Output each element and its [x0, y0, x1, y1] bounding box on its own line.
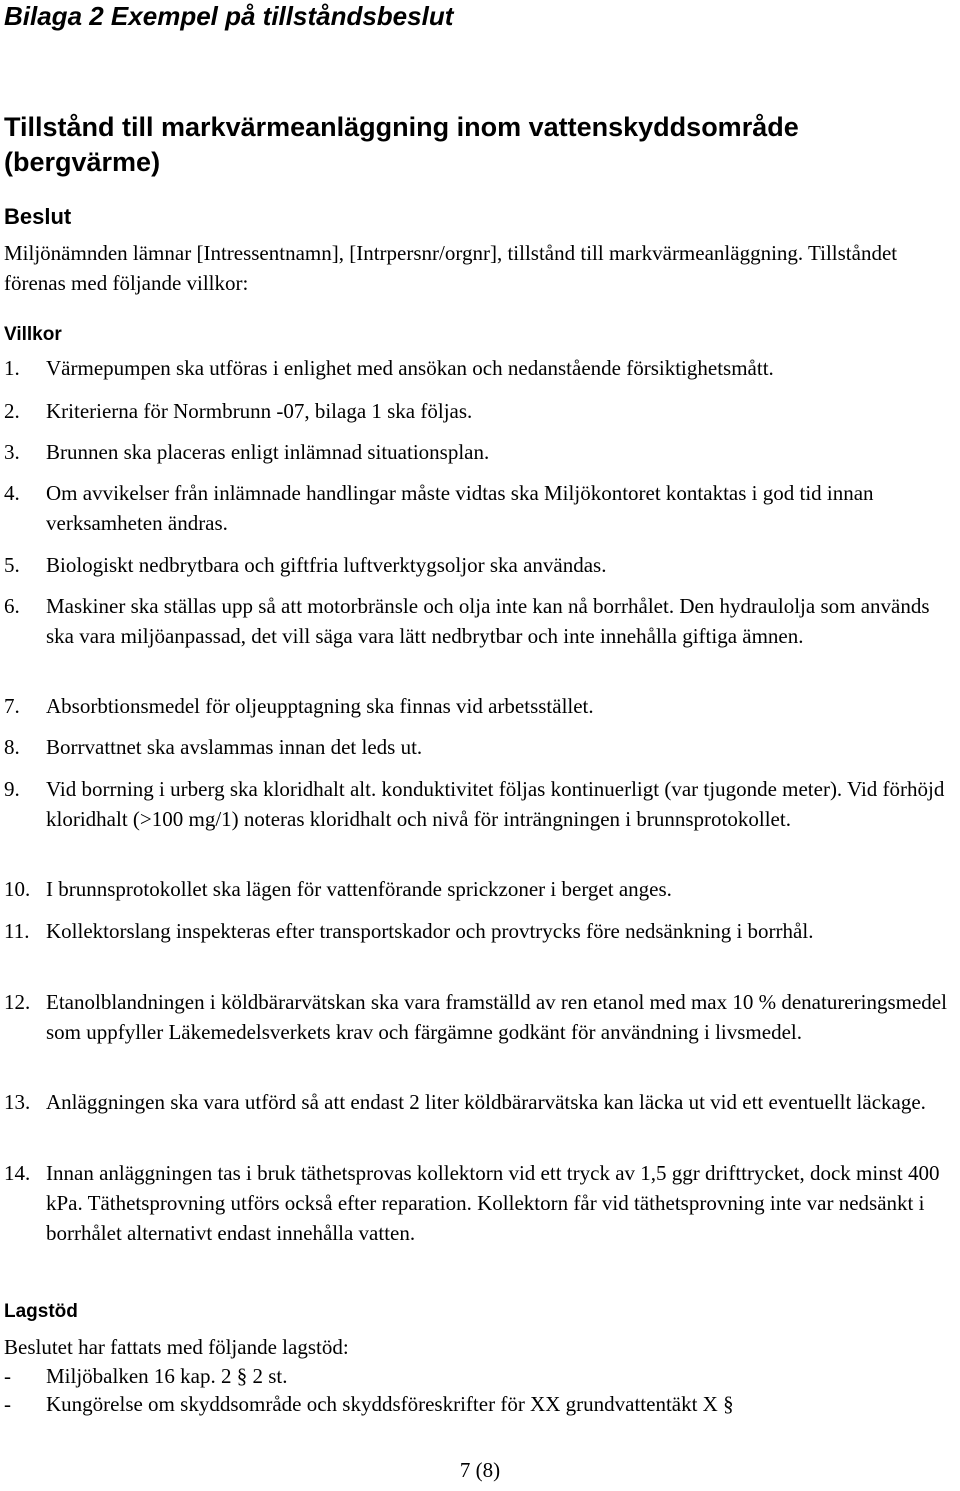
condition-number: 10. [4, 877, 31, 901]
beslut-heading: Beslut [4, 204, 72, 229]
condition-text: Innan anläggningen tas i bruk täthetsprovas kollektorn vid ett tryck av 1,5 ggr drifttrycket, dock minst 400 kPa. Täthetsprovning utförs också efter reparation. Kollektorn får vid täthetsprovning inte var nedsänkt i borrhålet alternativt endast innehålla vatten. [46, 1161, 940, 1245]
condition-number: 7. [4, 694, 20, 718]
condition-text: Kriterierna för Normbrunn -07, bilaga 1 ska följas. [46, 399, 473, 423]
condition-text: Maskiner ska ställas upp så att motorbränsle och olja inte kan nå borrhålet. Den hydraulolja som används ska vara miljöanpassad, det vill säga vara lätt nedbrytbar och inte innehålla giftiga ämnen. [46, 594, 930, 648]
condition-number: 6. [4, 594, 20, 618]
condition-text: Anläggningen ska vara utförd så att endast 2 liter köldbärarvätska kan läcka ut vid ett eventuellt läckage. [46, 1090, 926, 1114]
condition-number: 2. [4, 399, 20, 423]
condition-number: 14. [4, 1161, 31, 1185]
condition-text: Etanolblandningen i köldbärarvätskan ska vara framställd av ren etanol med max 10 % denatureringsmedel som uppfyller Läkemedelsverkets krav och färgämne godkänt för användning i livsmedel. [46, 990, 947, 1044]
condition-number: 12. [4, 990, 31, 1014]
lagstod-heading: Lagstöd [4, 1301, 78, 1322]
condition-text: Biologiskt nedbrytbara och giftfria luftverktygsoljor ska användas. [46, 553, 607, 577]
condition-number: 1. [4, 356, 20, 380]
villkor-heading: Villkor [4, 324, 62, 345]
list-dash: - [4, 1392, 11, 1416]
list-dash: - [4, 1364, 11, 1388]
lagstod-item-text: Kungörelse om skyddsområde och skyddsföreskrifter för XX grundvattentäkt X § [46, 1392, 734, 1416]
lagstod-item-text: Miljöbalken 16 kap. 2 § 2 st. [46, 1364, 288, 1388]
condition-text: I brunnsprotokollet ska lägen för vattenförande sprickzoner i berget anges. [46, 877, 672, 901]
condition-text: Brunnen ska placeras enligt inlämnad situationsplan. [46, 440, 490, 464]
condition-text: Om avvikelser från inlämnade handlingar måste vidtas ska Miljökontoret kontaktas i god tid innan verksamheten ändras. [46, 481, 874, 535]
condition-text: Absorbtionsmedel för oljeupptagning ska finnas vid arbetsstället. [46, 694, 594, 718]
appendix-header: Bilaga 2 Exempel på tillståndsbeslut [4, 1, 454, 31]
condition-number: 8. [4, 735, 20, 759]
page-number: 7 (8) [459, 1458, 501, 1482]
lagstod-intro: Beslutet har fattats med följande lagstöd: [4, 1335, 349, 1359]
condition-number: 4. [4, 481, 20, 505]
beslut-text: Miljönämnden lämnar [Intressentnamn], [Intrpersnr/orgnr], tillstånd till markvärmeanläggning. Tillståndet förenas med följande villkor: [4, 241, 898, 295]
condition-number: 9. [4, 777, 20, 801]
condition-number: 3. [4, 440, 20, 464]
condition-text: Borrvattnet ska avslammas innan det leds ut. [46, 735, 423, 759]
condition-number: 11. [4, 919, 30, 943]
condition-text: Kollektorslang inspekteras efter transportskador och provtrycks före nedsänkning i borrhål. [46, 919, 814, 943]
condition-number: 13. [4, 1090, 31, 1114]
condition-text: Värmepumpen ska utföras i enlighet med ansökan och nedanstående försiktighetsmått. [46, 356, 774, 380]
condition-number: 5. [4, 553, 20, 577]
document-title: Tillstånd till markvärmeanläggning inom vattenskyddsområde (bergvärme) [4, 112, 799, 177]
condition-text: Vid borrning i urberg ska kloridhalt alt. konduktivitet följas kontinuerligt (var tjugonde meter). Vid förhöjd kloridhalt (>100 mg/1) noteras kloridhalt och nivå för inträngningen i brunnsprotokollet. [46, 777, 945, 831]
